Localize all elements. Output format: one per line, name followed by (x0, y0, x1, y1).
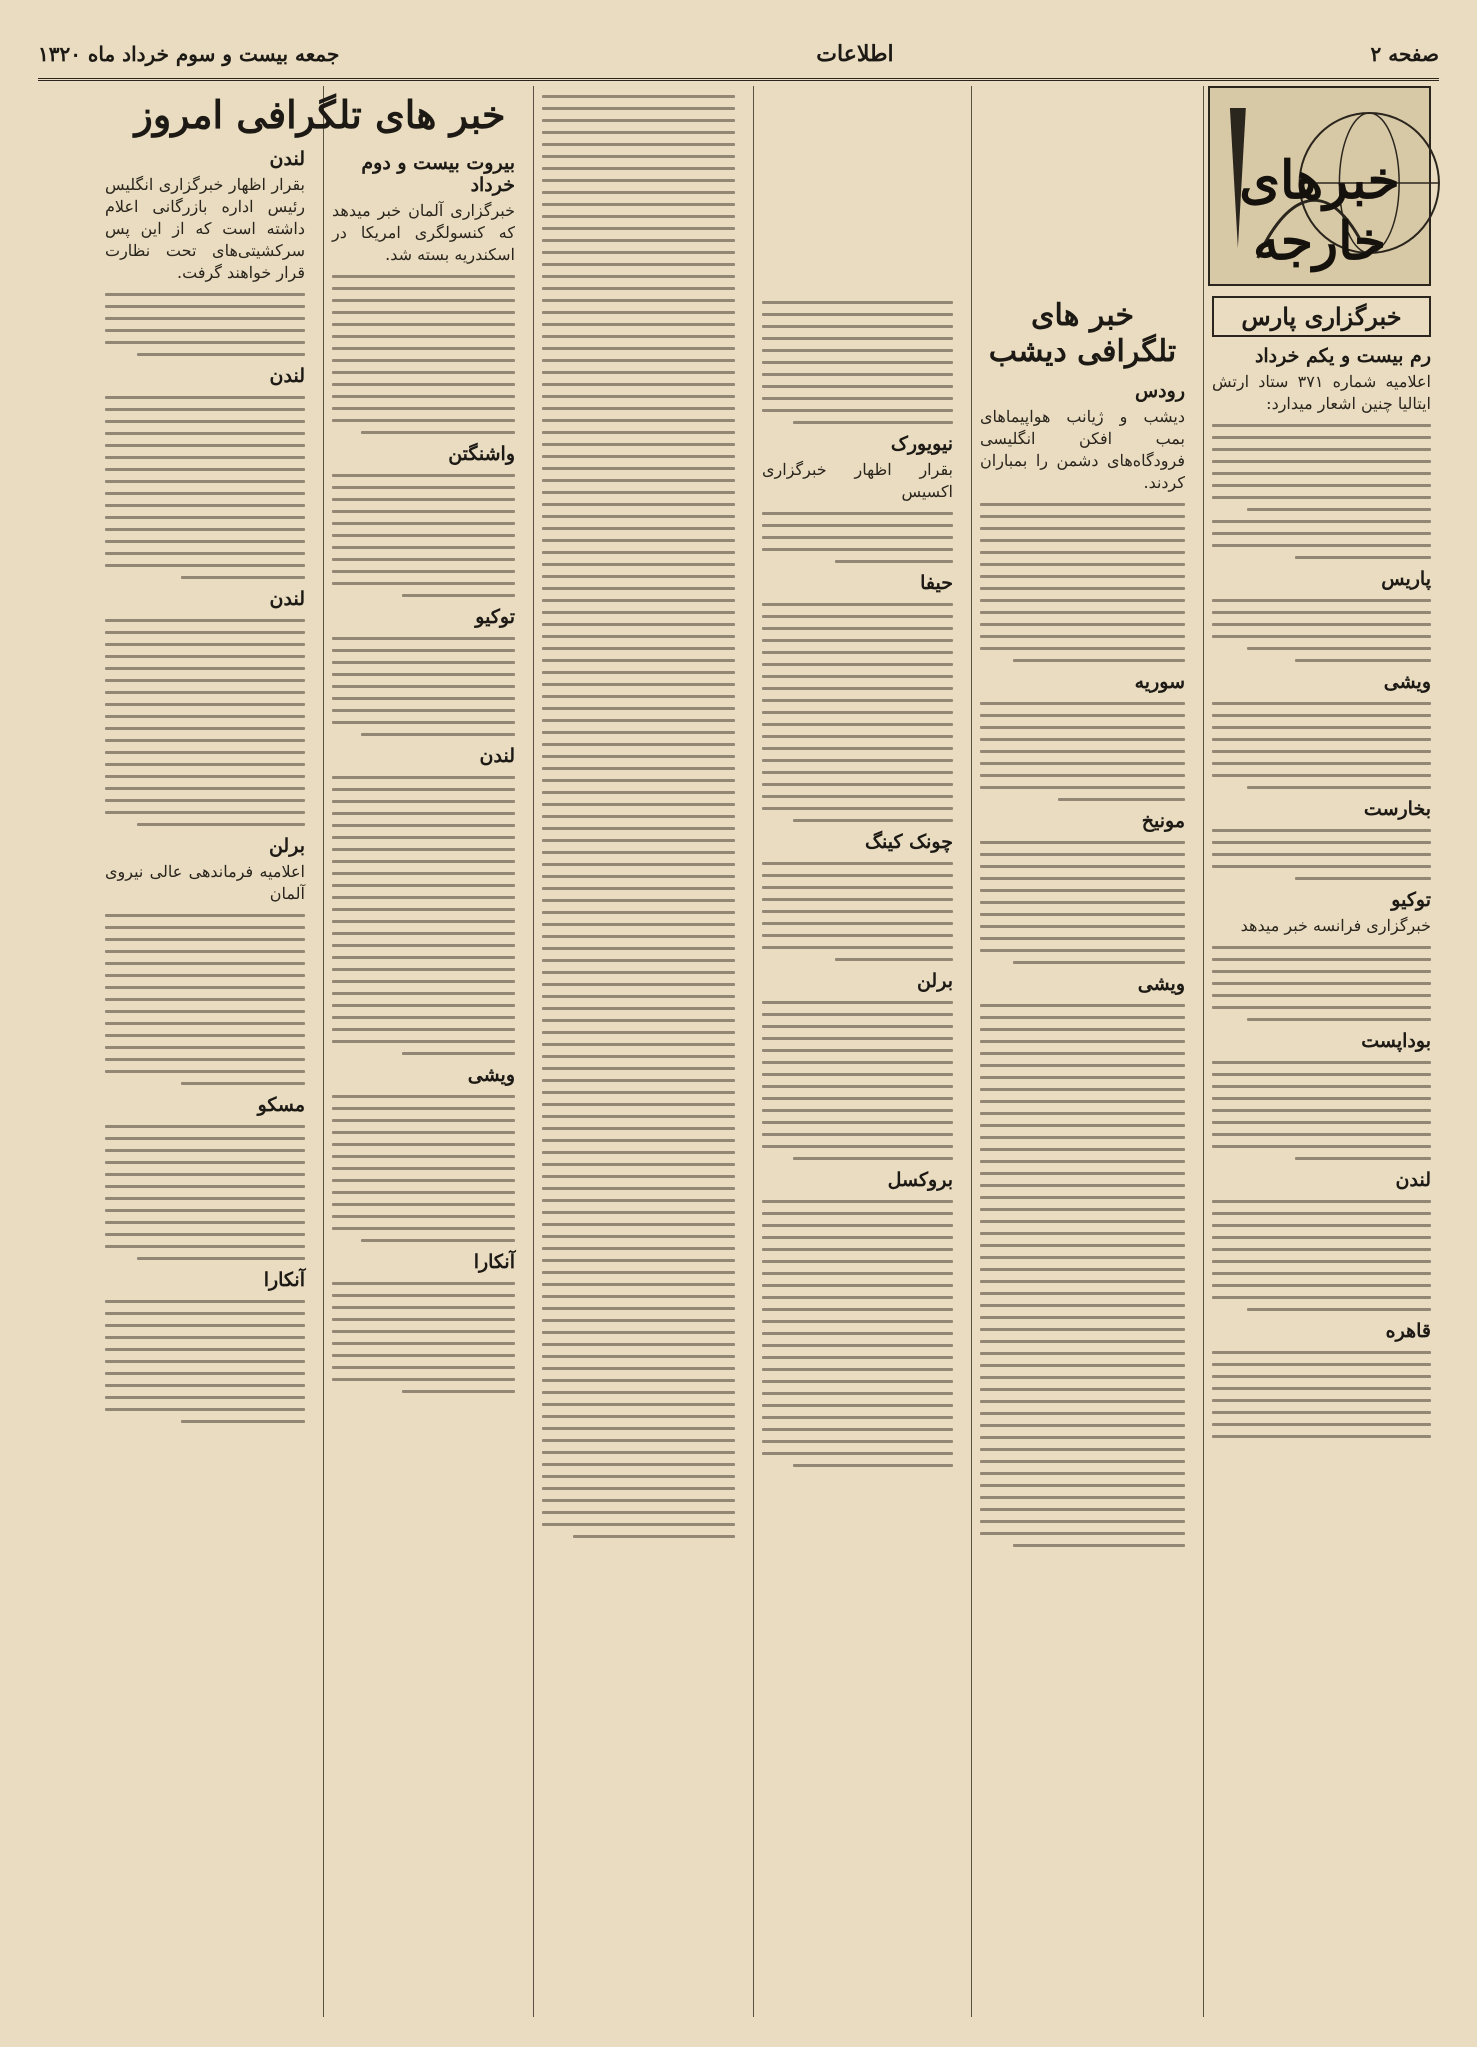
article-body (1212, 1200, 1431, 1311)
dateline: بوداپست (1361, 1030, 1431, 1052)
article-body (332, 1095, 515, 1242)
dateline: برلن (916, 970, 953, 992)
article-body (1212, 1351, 1431, 1438)
article-lead: اعلامیه فرماندهی عالی نیروی آلمان (105, 861, 305, 903)
article-body (980, 503, 1185, 662)
article-lead: اعلامیه شماره ۳۷۱ ستاد ارتش ایتالیا چنین اشعار میدارد: (1212, 372, 1431, 413)
article-body (105, 396, 305, 579)
masthead (38, 30, 1439, 81)
foreign-news-banner (1208, 86, 1431, 286)
paper-name: اطلاعات (816, 41, 894, 67)
pars-agency-box: خبرگزاری پارس (1212, 296, 1431, 337)
article-body (980, 1004, 1185, 1547)
column-4 (753, 86, 961, 2017)
night-headline: خبر های تلگرافی دیشب (988, 298, 1177, 369)
article-body (762, 512, 953, 563)
article-body (542, 95, 735, 1538)
article-body (762, 1001, 953, 1160)
dateline: توکیو (1391, 889, 1431, 911)
dateline: چونک کینگ (865, 831, 953, 853)
article-body (980, 841, 1185, 964)
dateline: بروکسل (887, 1169, 953, 1191)
dateline: ویشی (1383, 671, 1431, 693)
dateline: سوریه (1134, 671, 1185, 693)
article-body (105, 293, 305, 356)
dateline: لندن (269, 364, 305, 387)
article-body (762, 603, 953, 822)
article-lead: خبرگزاری فرانسه خبر میدهد (1240, 916, 1431, 935)
article-body (980, 702, 1185, 801)
dateline: لندن (269, 587, 305, 610)
columns (38, 86, 1439, 2017)
article-body (105, 1125, 305, 1260)
article-body (762, 301, 953, 424)
main-headline: خبر های تلگرافی امروز (134, 92, 506, 137)
article-body (1212, 829, 1431, 880)
dateline: مسکو (257, 1093, 305, 1116)
article-body (105, 1300, 305, 1423)
dateline: مونیخ (1141, 810, 1185, 832)
dateline: قاهره (1385, 1320, 1431, 1342)
article-body (762, 862, 953, 961)
article-body (332, 474, 515, 597)
dateline: بیروت بیست و دوم خرداد (361, 152, 515, 196)
article-body (1212, 424, 1431, 559)
article-lead: بقرار اظهار خبرگزاری انگلیس رئیس اداره بازرگانی اعلام داشته است که از این پس سرکشیتی‌های تحت نظارت قرار خواهند گرفت. (105, 174, 305, 282)
dateline: آنکارا (263, 1268, 305, 1291)
issue-date: جمعه بیست و سوم خرداد ماه ۱۳۲۰ (38, 42, 340, 66)
dateline: نیویورک (890, 433, 953, 455)
article-body (762, 1200, 953, 1467)
column-pars (1203, 86, 1439, 2017)
article-lead: دیشب و ژیانب هواپیماهای بمب افکن انگلیسی فرودگاه‌های دشمن را بمباران کردند. (980, 407, 1185, 492)
banner-title: خبرهای خارجه (1239, 150, 1400, 272)
article-body (1212, 702, 1431, 789)
column-3 (533, 86, 743, 2017)
article-body (1212, 1061, 1431, 1160)
article-body (332, 776, 515, 1055)
dateline: واشنگتن (448, 443, 515, 465)
dateline: بخارست (1363, 798, 1431, 820)
article-body (332, 637, 515, 736)
dateline: رودس (1134, 380, 1185, 402)
article-body (332, 1282, 515, 1393)
dateline: توکیو (475, 606, 515, 628)
article-body (105, 619, 305, 826)
article-body (105, 914, 305, 1085)
dateline: آنکارا (473, 1251, 515, 1273)
dateline: لندن (269, 147, 305, 170)
dateline: برلن (268, 834, 305, 857)
dateline: ویشی (467, 1064, 515, 1086)
dateline: لندن (1395, 1169, 1431, 1191)
dateline: ویشی (1137, 973, 1185, 995)
dateline: حیفا (920, 572, 953, 594)
article-body (1212, 599, 1431, 662)
article-body (1212, 946, 1431, 1021)
article-body (332, 275, 515, 434)
dateline: لندن (479, 745, 515, 767)
column-night-news (971, 86, 1193, 2017)
column-2 (323, 86, 523, 2017)
dateline: پاریس (1381, 568, 1431, 590)
page-label: صفحه ۲ (1370, 42, 1439, 66)
article-lead: خبرگزاری آلمان خبر میدهد که کنسولگری امریکا در اسکندریه بسته شد. (332, 201, 515, 264)
article-lead: بقرار اظهار خبرگزاری اکسیس (762, 460, 953, 501)
dateline: رم بیست و یکم خرداد (1254, 345, 1431, 367)
